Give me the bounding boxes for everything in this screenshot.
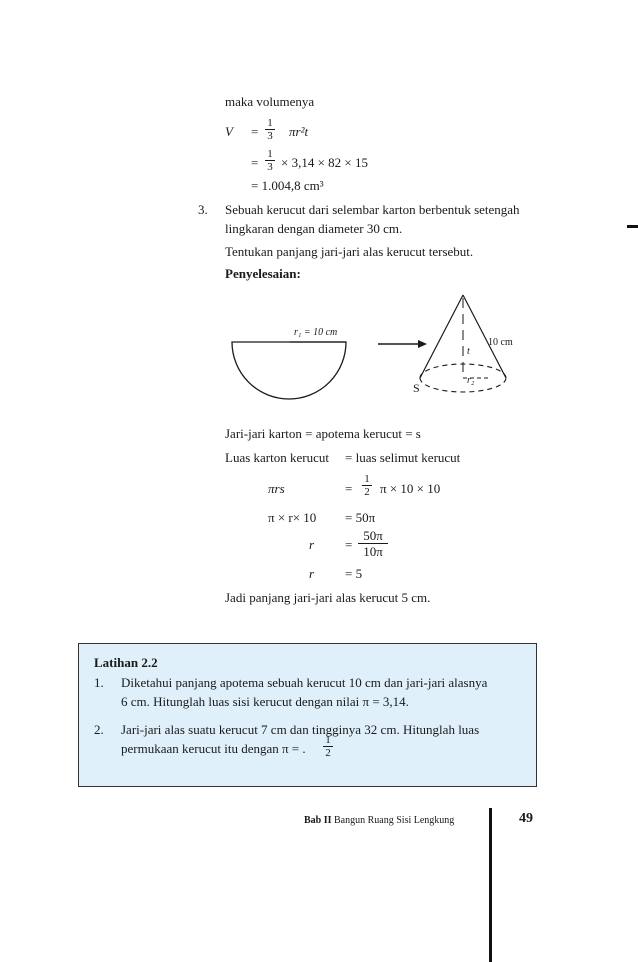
volume-substitution: × 3,14 × 82 × 15: [281, 155, 368, 170]
numerator: 1: [267, 148, 273, 160]
row3-right: π × 10 × 10: [380, 481, 441, 496]
numerator: 50π: [363, 528, 383, 543]
conclusion: Jadi panjang jari-jari alas kerucut 5 cm.: [225, 590, 431, 605]
footer-chapter-number: Bab II: [304, 815, 332, 826]
denominator: 2: [323, 746, 333, 759]
height-label: t: [467, 346, 470, 357]
exercise-box-bottom-line: [78, 786, 536, 787]
exercise-item2-number: 2.: [94, 722, 104, 737]
solution-heading: Penyelesaian:: [225, 266, 301, 281]
volume-result: = 1.004,8 cm³: [251, 178, 324, 193]
volume-formula: πr²t: [289, 124, 309, 139]
s-label: S: [413, 381, 420, 395]
fraction-one-third-2: [265, 148, 275, 173]
row4-right: = 50π: [345, 510, 376, 525]
row5-equals: =: [345, 537, 353, 552]
row3-left: πrs: [268, 481, 285, 496]
row6-left: r: [309, 566, 315, 581]
solution-line2-right: = luas selimut kerucut: [345, 450, 461, 465]
solution-line2-left: Luas karton kerucut: [225, 450, 329, 465]
numerator: 1: [267, 117, 273, 129]
arrow-right-icon: [418, 340, 427, 348]
problem-number: 3.: [198, 202, 208, 217]
semicircle-radius-label: r₁ = 10 cm: [294, 327, 338, 338]
row4-left: π × r× 10: [268, 510, 317, 525]
problem-text-line2: lingkaran dengan diameter 30 cm.: [225, 221, 403, 236]
footer-vertical-rule: [489, 808, 492, 962]
base-radius-label: r₂: [467, 375, 475, 386]
footer-chapter-title: Bangun Ruang Sisi Lengkung: [334, 815, 455, 826]
exercise-item1-line2: 6 cm. Hitunglah luas sisi kerucut dengan nilai π = 3,14.: [121, 694, 409, 709]
denominator: 2: [362, 485, 372, 498]
denominator: 10π: [358, 543, 388, 559]
denominator: 3: [265, 160, 275, 173]
denominator: 3: [265, 129, 275, 142]
cone-left-side: [420, 295, 463, 378]
row5-left: r: [309, 537, 315, 552]
semicircle-shape: [232, 342, 346, 399]
exercise-item1-number: 1.: [94, 675, 104, 690]
fraction-one-half-exercise: [323, 734, 333, 759]
exercise-item1-line1: Diketahui panjang apotema sebuah kerucut 10 cm dan jari-jari alasnya: [121, 675, 488, 690]
row6-right: = 5: [345, 566, 363, 581]
fraction-50pi-10pi: [358, 528, 388, 559]
equals-sign: =: [251, 124, 259, 139]
page-number: 49: [519, 811, 533, 826]
equals-sign-2: =: [251, 155, 259, 170]
solution-line1: Jari-jari karton = apotema kerucut = s: [225, 426, 421, 441]
row3-equals: =: [345, 481, 353, 496]
fraction-one-half: [362, 473, 372, 498]
exercise-title: Latihan 2.2: [94, 655, 158, 670]
fraction-one-third: [265, 117, 275, 142]
numerator: 1: [325, 734, 331, 746]
slant-height-label: 10 cm: [488, 337, 513, 348]
problem-question: Tentukan panjang jari-jari alas kerucut tersebut.: [225, 244, 474, 259]
exercise-item2-line2: permukaan kerucut itu dengan π = .: [121, 741, 306, 756]
cone-base-front: [420, 378, 506, 392]
footer-chapter: [304, 815, 454, 826]
numerator: 1: [364, 473, 370, 485]
exercise-item2-line1: Jari-jari alas suatu kerucut 7 cm dan tingginya 32 cm. Hitunglah luas: [121, 722, 480, 737]
margin-tick-mark: [627, 225, 638, 228]
problem-text-line1: Sebuah kerucut dari selembar karton berbentuk setengah: [225, 202, 520, 217]
intro-text: maka volumenya: [225, 94, 315, 109]
volume-symbol: V: [225, 124, 233, 139]
